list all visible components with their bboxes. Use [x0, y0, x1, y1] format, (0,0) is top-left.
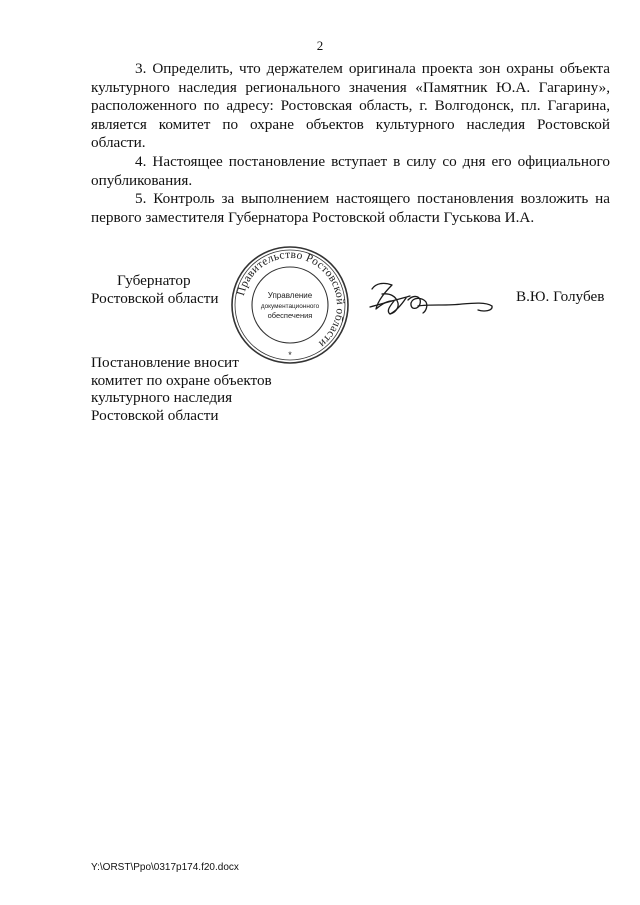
signer-name: В.Ю. Голубев: [516, 288, 605, 305]
submitted-by-note: [91, 354, 272, 424]
note-line: Ростовской области: [91, 406, 219, 424]
note-line: комитет по охране объектов: [91, 371, 272, 389]
page-number: 2: [316, 38, 324, 53]
paragraph-4: 4. Настоящее постановление вступает в силу со дня его официального опубликования.: [91, 152, 610, 189]
document-body: [91, 60, 610, 227]
seal-ring-text: Правительство Ростовской области: [234, 248, 347, 350]
paragraph-5: 5. Контроль за выполнением настоящего постановления возложить на первого заместителя Губернатора Ростовской области Гуськова И.А.: [91, 190, 610, 226]
seal-center-line2: документационного: [260, 303, 320, 310]
note-line: культурного наследия: [91, 389, 233, 407]
note-line: Постановление вносит: [91, 354, 239, 371]
signatory-title: [91, 272, 219, 308]
seal-center-line3: обеспечения: [267, 311, 313, 320]
official-seal: [229, 244, 351, 366]
seal-star: *: [288, 350, 292, 360]
paragraph-3: 3. Определить, что держателем оригинала проекта зон охраны объекта культурного наследия регионального значения «Памятник Ю.А. Гагарину», расположенного по адресу: Ростовская область, г. Волгодонск, пл. Гагарина, является комитет по охране объектов культурного наследия Ростовской области.: [91, 60, 610, 152]
file-path-footer: Y:\ORST\Ppo\0317p174.f20.docx: [91, 862, 239, 873]
handwritten-signature: [366, 276, 496, 322]
signatory-title-line2: Ростовской области: [91, 290, 219, 307]
signatory-title-line1: Губернатор: [117, 272, 191, 289]
seal-center-line1: Управление: [267, 291, 313, 300]
